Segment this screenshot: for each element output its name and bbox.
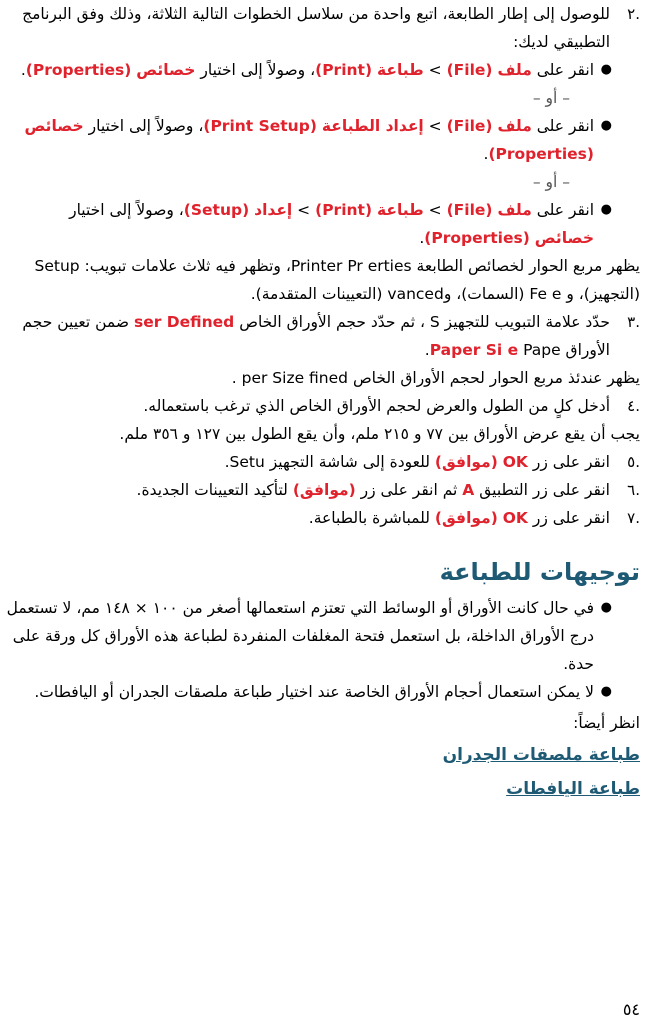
menu-keyword-en: (Print Setup) (203, 117, 317, 135)
properties-dialog-paragraph: يظهر مربع الحوار لخصائص الطابعة Printer Pr erties، وتظهر فيه ثلاث علامات تبويب: Setup (التجهيز)، و Fe e (السمات)، وvanced (التعيينات المتقدمة). (34, 257, 640, 303)
guideline-item (6, 678, 640, 706)
bullets-list (6, 56, 640, 252)
menu-keyword-en: (Properties) (25, 61, 132, 79)
bullet-text: . (483, 145, 489, 163)
steps-list-a (6, 0, 640, 56)
step-5 (6, 448, 640, 476)
separator: > (423, 117, 447, 135)
menu-keyword-en: (File) (446, 117, 493, 135)
menu-keyword: خصائص (136, 61, 196, 79)
guideline-item (6, 594, 640, 678)
section-heading: توجيهات للطباعة (439, 558, 640, 586)
step-text: انقر على زر (527, 453, 610, 471)
menu-keyword-en: (Print) (315, 201, 373, 219)
button-keyword-ar: (موافق) (434, 509, 498, 527)
step-text: Pape. (424, 341, 561, 359)
menu-keyword: خصائص (534, 229, 594, 247)
menu-keyword: إعداد الطباعة (321, 117, 424, 135)
size-range-paragraph: يجب أن يقع عرض الأوراق بين ٧٧ و ٢١٥ ملم، وأن يقع الطول بين ١٢٧ و ٣٥٦ ملم. (119, 425, 640, 443)
option-keyword: Paper Si e (429, 341, 519, 359)
link-wall-posters[interactable]: طباعة ملصقات الجدران (442, 745, 640, 765)
step-number: .٥ (627, 453, 640, 471)
button-keyword: OK (502, 453, 528, 471)
button-keyword: OK (502, 509, 528, 527)
step-text: انقر على زر (527, 509, 610, 527)
step-number: .٣ (627, 313, 640, 331)
separator: > (423, 201, 447, 219)
steps-list-b (6, 308, 640, 364)
steps-list-c (6, 392, 640, 420)
see-also-label: انظر أيضاً: (573, 714, 640, 732)
bullet-dot-icon: ● (600, 202, 612, 217)
step-text: انقر على زر التطبيق (474, 481, 610, 499)
step-text: لتأكيد التعيينات الجديدة. (136, 481, 293, 499)
separator: > (423, 61, 447, 79)
button-keyword-ar: (موافق) (434, 453, 498, 471)
step-text: للعودة إلى شاشة التجهيز Setu. (224, 453, 435, 471)
bullet-option-1 (6, 56, 640, 84)
bullet-text: ، وصولاً إلى اختيار (69, 201, 184, 219)
step-text: أدخل كلٍ من الطول والعرض لحجم الأوراق الخاص الذي ترغب باستعماله. (143, 397, 610, 415)
menu-keyword-en: (Print) (315, 61, 373, 79)
bullet-text: انقر على (531, 61, 594, 79)
menu-keyword: ملف (497, 61, 532, 79)
bullet-dot-icon: ● (600, 118, 612, 133)
bullet-dot-icon: ● (600, 62, 612, 77)
menu-keyword: ملف (497, 201, 532, 219)
menu-keyword: طباعة (376, 61, 424, 79)
bullet-dot-icon: ● (600, 684, 612, 699)
bullet-option-3 (6, 196, 640, 252)
step-text: ضمن تعيين حجم الأوراق (22, 313, 610, 359)
menu-keyword-en: (Properties) (488, 145, 594, 163)
step-6 (6, 476, 640, 504)
bullet-option-2 (6, 112, 640, 168)
button-keyword-ar: (موافق) (292, 481, 356, 499)
guideline-text: في حال كانت الأوراق أو الوسائط التي تعتزم استعمالها أصغر من ١٠٠ × ١٤٨ مم، لا تستعمل درج الأوراق الداخلة، بل استعمل فتحة المغلفات المنفردة لطباعة هذه الأوراق كل ورقة على حدة. (6, 599, 594, 673)
step-number: .٢ (627, 5, 640, 23)
step-number: .٤ (627, 397, 640, 415)
menu-keyword: خصائص (24, 117, 84, 135)
step-text: ثم انقر على زر (355, 481, 463, 499)
bullet-text: . (419, 229, 425, 247)
bullet-text: . (20, 61, 26, 79)
step-text: حدّد علامة التبويب للتجهيز S ، ثم حدّد حجم الأوراق الخاص (234, 313, 610, 331)
button-keyword: A (462, 481, 475, 499)
bullet-text: ، وصولاً إلى اختيار (83, 117, 204, 135)
step-number: .٧ (627, 509, 640, 527)
step-text: للوصول إلى إطار الطابعة، اتبع واحدة من سلاسل الخطوات التالية الثلاثة، وذلك وفق البرنامج التطبيقي لديك: (22, 5, 610, 51)
step-text: للمباشرة بالطباعة. (308, 509, 435, 527)
menu-keyword-en: (File) (446, 201, 493, 219)
step-3 (6, 308, 640, 364)
bullet-dot-icon: ● (600, 600, 612, 615)
menu-keyword: ملف (497, 117, 532, 135)
custom-size-paragraph: يظهر عندئذ مربع الحوار لحجم الأوراق الخاص per Size fined . (231, 369, 640, 387)
step-2 (6, 0, 640, 56)
or-divider: – أو – (532, 89, 570, 107)
step-number: .٦ (627, 481, 640, 499)
page-number: ٥٤ (622, 1000, 640, 1019)
menu-keyword-en: (File) (446, 61, 493, 79)
guidelines-list (6, 594, 640, 706)
menu-keyword: طباعة (376, 201, 424, 219)
step-7 (6, 504, 640, 532)
guideline-text: لا يمكن استعمال أحجام الأوراق الخاصة عند اختيار طباعة ملصقات الجدران أو اليافطات. (34, 683, 594, 701)
step-4 (6, 392, 640, 420)
menu-keyword-en: (Setup) (183, 201, 250, 219)
menu-keyword: إعداد (254, 201, 293, 219)
or-divider: – أو – (532, 173, 570, 191)
separator: > (292, 201, 316, 219)
bullet-text: ، وصولاً إلى اختيار (195, 61, 316, 79)
bullet-text: انقر على (531, 201, 594, 219)
bullet-text: انقر على (531, 117, 594, 135)
menu-keyword-en: (Properties) (424, 229, 530, 247)
option-keyword: ser Defined (133, 313, 235, 331)
steps-list-d (6, 448, 640, 532)
link-banners[interactable]: طباعة اليافطات (506, 779, 640, 799)
